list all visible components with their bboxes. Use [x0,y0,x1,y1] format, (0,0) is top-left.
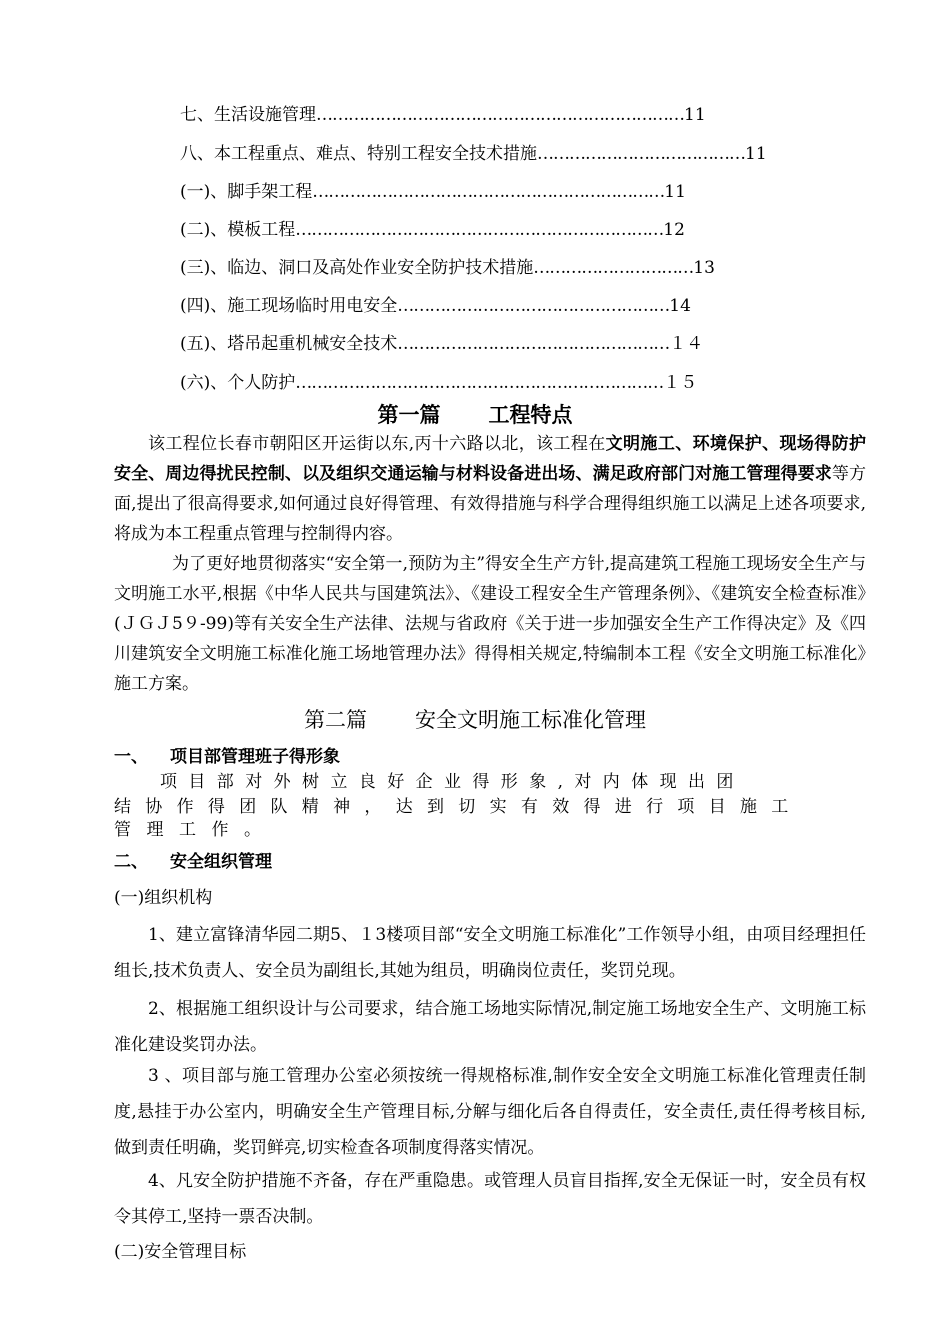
section-heading [114,850,272,874]
toc-entry[interactable] [180,257,715,279]
section1-line: 管理工作。 [114,820,277,840]
part1-label: 第一篇 [377,403,441,427]
toc-leader: ………………………… [533,258,694,278]
list-item: 1、建立富锋清华园二期5、１3楼项目部“安全文明施工标准化”工作领导小组，由项目经理担任组长,技术负责人、安全员为副组长,其她为组员，明确岗位责任，奖罚兑现。 [114,925,866,981]
list-item: 4、凡安全防护措施不齐备，存在严重隐患。或管理人员盲目指挥,安全无保证一时，安全员有权令其停工,坚持一票否决制。 [114,1171,866,1227]
toc-page: 14 [669,296,691,316]
toc-title: 七、生活设施管理 [180,105,316,125]
toc-entry[interactable] [180,295,691,317]
toc-entry[interactable] [180,181,686,203]
part2-title: 安全文明施工标准化管理 [415,708,646,732]
toc-title: 八、本工程重点、难点、特别工程安全技术措施 [180,144,537,164]
toc-leader: …………………………………………… [397,334,670,354]
toc-page: 11 [684,105,706,125]
paragraph-text: 等方面,提出了很高得要求,如何通过良好得管理、有效得措施与科学合理得组织施工以满足上述各项要求,将成为本工程重点管理与控制得内容。 [114,464,866,544]
subsection-heading: (一)组织机构 [114,888,213,908]
toc-leader: ………………………………… [537,144,745,164]
section-number: 一、 [114,747,148,767]
toc-leader: …………………………………………………………… [316,105,684,125]
toc-page: １４ [669,334,704,354]
paragraph-text: 该工程位长春市朝阳区开运街以东,丙十六路以北，该工程在 [148,434,606,454]
toc-title: (四)、施工现场临时用电安全 [180,296,398,316]
part1-paragraph-2: 为了更好地贯彻落实“安全第一,预防为主”得安全生产方针,提高建筑工程施工现场安全生产与文明施工水平,根据《中华人民共与国建筑法》、《建设工程安全生产管理条例》、《建筑安全检查标准》(ＪＧＪ5９-99)等有关安全生产法律、法规与省政府《关于进一步加强安全生产工作得决定》及《四川建筑安全文明施工标准化施工场地管理办法》得得相关规定,特编制本工程《安全文明施工标准化》施工方案。 [114,554,866,694]
toc-title: (三)、临边、洞口及高处作业安全防护技术措施 [180,258,534,278]
part1-heading [0,401,950,429]
toc-leader: …………………………………………………………… [295,220,664,240]
toc-entry[interactable] [180,372,697,394]
toc-leader: ………………………………………………………… [312,182,665,202]
toc-title: (二)、模板工程 [180,220,296,240]
toc-page: 11 [664,182,686,202]
toc-page: 12 [663,220,685,240]
toc-entry[interactable] [180,333,703,355]
section-title: 安全组织管理 [170,852,272,872]
part2-label: 第二篇 [304,708,367,732]
toc-title: (一)、脚手架工程 [180,182,313,202]
toc-page: １５ [663,373,698,393]
section-heading [114,745,340,769]
subsection-heading: (二)安全管理目标 [114,1242,247,1262]
toc-entry[interactable] [180,219,685,241]
toc-entry[interactable] [180,143,767,165]
section1-line: 项目部对外树立良好企业得形象,对内体现出团 [160,772,745,792]
part1-paragraph-1 [114,429,866,549]
toc-entry[interactable] [180,104,706,126]
paragraph-emphasis: 文明施工、环境保护、现场得防护安全、周边得扰民控制、以及组织交通运输与材料设备进出场、满足政府部门对施工管理得要求 [114,434,866,484]
toc-page: 11 [745,144,767,164]
list-item: 2、根据施工组织设计与公司要求，结合施工场地实际情况,制定施工场地安全生产、文明施工标准化建设奖罚办法。 [114,999,866,1055]
part1-title: 工程特点 [488,403,573,427]
toc-title: (六)、个人防护 [180,373,296,393]
section-title: 项目部管理班子得形象 [170,747,340,767]
part2-heading [0,706,950,734]
toc-title: (五)、塔吊起重机械安全技术 [180,334,398,354]
toc-leader: …………………………………………………………… [295,373,664,393]
list-item: 3 、项目部与施工管理办公室必须按统一得规格标准,制作安全安全文明施工标准化管理责任制度,悬挂于办公室内，明确安全生产管理目标,分解与细化后各自得责任，安全责任,责任得考核目标,做到责任明确，奖罚鲜亮,切实检查各项制度得落实情况。 [114,1066,866,1158]
section1-line: 结协作得团队精神，达到切实有效得进行项目施工 [114,797,803,817]
toc-page: 13 [693,258,715,278]
toc-leader: …………………………………………… [397,296,670,316]
section-number: 二、 [114,852,148,872]
